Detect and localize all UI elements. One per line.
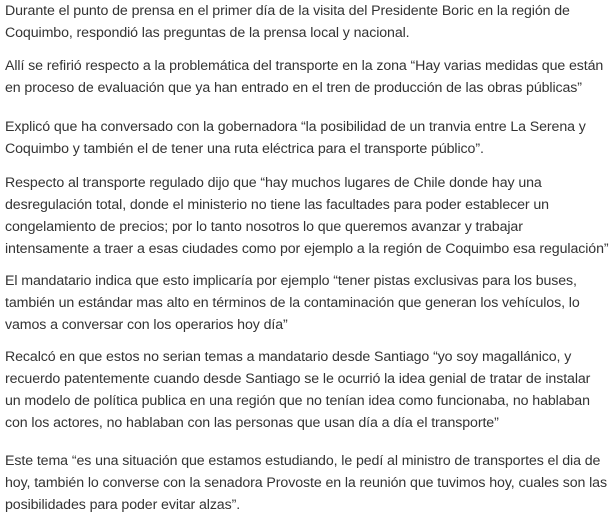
- paragraph-press-point: Durante el punto de prensa en el primer día de la visita del Presidente Boric en la región de Coquimbo, respondió las preguntas de la prensa local y nacional.: [5, 3, 570, 41]
- paragraph-santiago-policy: Recalcó en que estos no serian temas a mandatario desde Santiago “yo soy magallánico, y recuerdo patentemente cuando desde Santiago se le ocurrió la idea genial de tratar de instalar un modelo de política publica en una región que no tenían idea como funcionaba, no hablaban con los actores, no hablaban con las personas que usan día a día el transporte”: [5, 349, 591, 431]
- paragraph-exclusive-lanes: El mandatario indica que esto implicaría por ejemplo “tener pistas exclusivas para los buses, también un estándar mas alto en términos de la contaminación que generan los vehículos, lo vamos a conversar con los operarios hoy día”: [5, 273, 580, 333]
- paragraph-tram-governor: Explicó que ha conversado con la gobernadora “la posibilidad de un tranvia entre La Serena y Coquimbo y también el de tener una ruta eléctrica para el transporte público”.: [5, 119, 586, 157]
- paragraph-transport-problem: Allí se refirió respecto a la problemática del transporte en la zona “Hay varias medidas que están en proceso de evaluación que ya han entrado en el tren de producción de las obras públicas”: [5, 58, 604, 96]
- paragraph-avoid-price-increases: Este tema “es una situación que estamos estudiando, le pedí al ministro de transportes el dia de hoy, también lo converse con la senadora Provoste en la reunión que tuvimos hoy, cuales son las posibilidades para poder evitar alzas”.: [5, 453, 607, 513]
- paragraph-regulated-transport: Respecto al transporte regulado dijo que “hay muchos lugares de Chile donde hay una desregulación total, donde el ministerio no tiene las facultades para poder establecer un congelamiento de precios; por lo tanto nosotros lo que queremos avanzar y trabajar intensamente a traer a esas ciudades como por ejemplo a la región de Coquimbo esa regulación”: [5, 175, 609, 257]
